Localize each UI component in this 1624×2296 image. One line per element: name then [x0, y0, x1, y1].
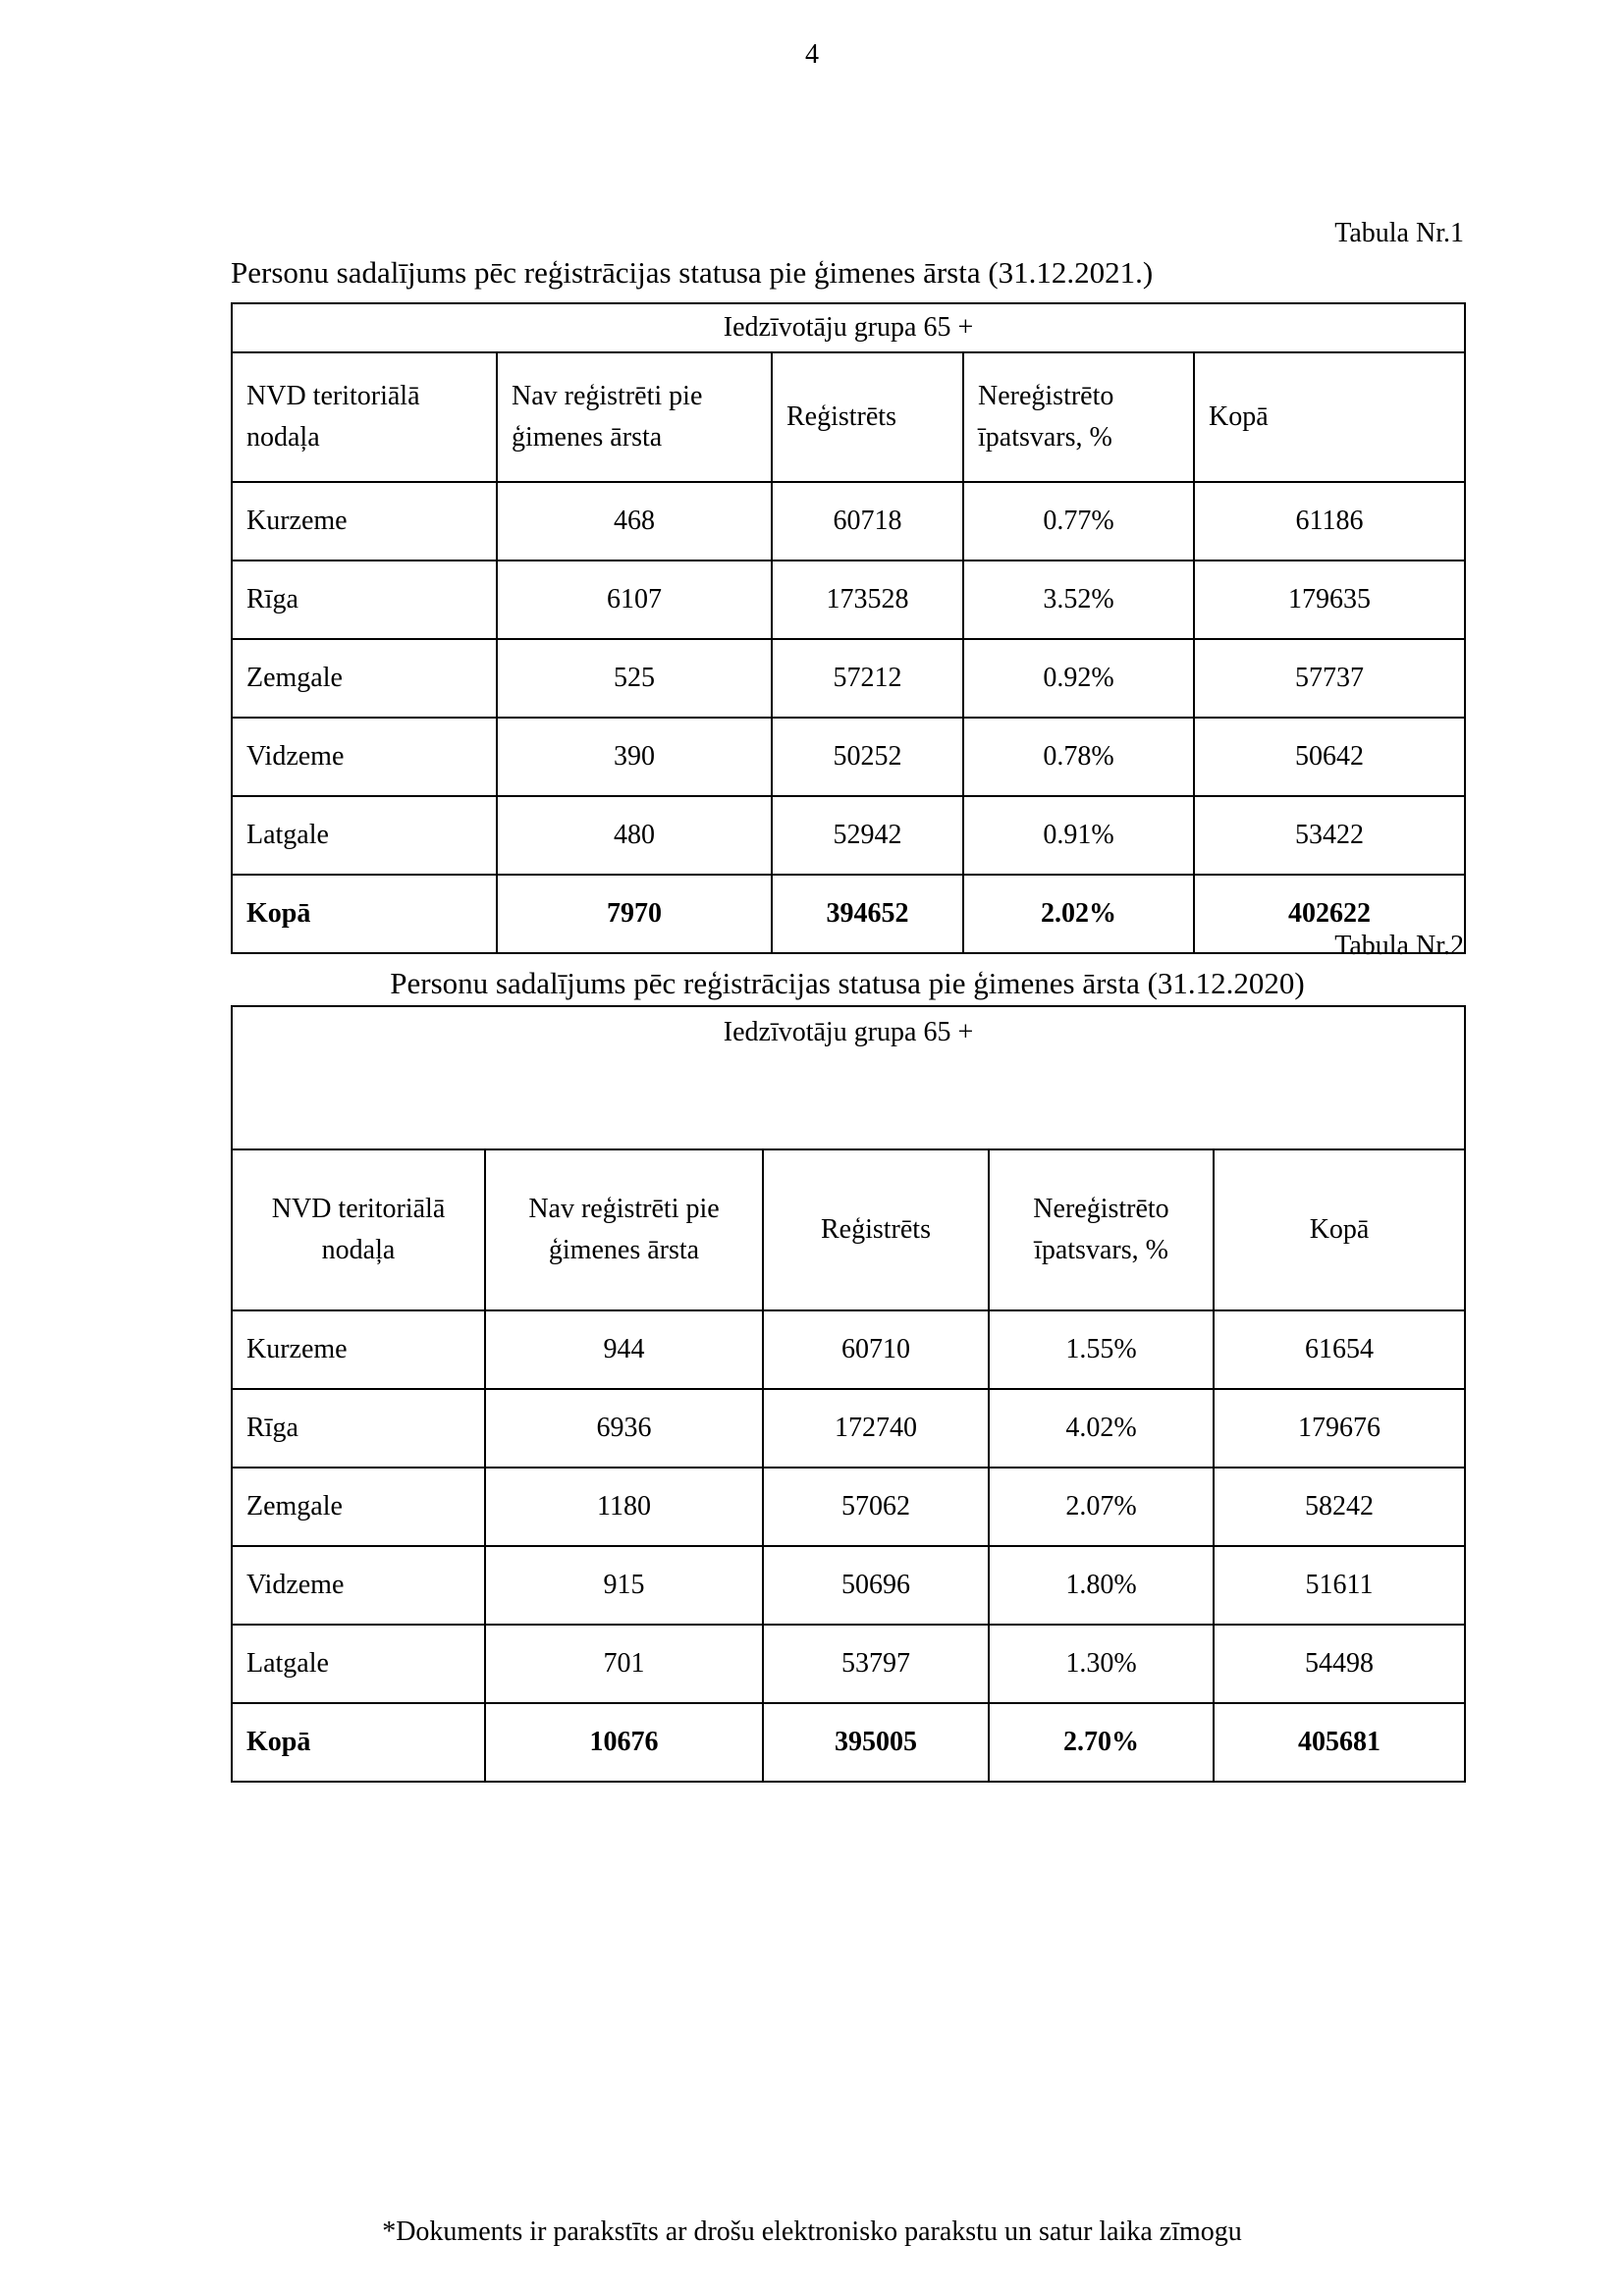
table1-col-header: NVD teritoriālā nodaļa	[232, 352, 497, 482]
table-cell: 395005	[763, 1703, 989, 1782]
table-cell: 2.70%	[989, 1703, 1214, 1782]
table2-group-row	[232, 1006, 1465, 1149]
table-cell: 51611	[1214, 1546, 1465, 1625]
table2-col-header: NVD teritoriālā nodaļa	[232, 1149, 485, 1310]
table-cell: 173528	[772, 561, 963, 639]
table-cell: Kurzeme	[232, 1310, 485, 1389]
table-cell: 390	[497, 718, 772, 796]
table-cell: 0.77%	[963, 482, 1194, 561]
table-cell: 394652	[772, 875, 963, 953]
table-cell: 50696	[763, 1546, 989, 1625]
table-cell: 57737	[1194, 639, 1465, 718]
table-cell: 944	[485, 1310, 763, 1389]
table-cell: 915	[485, 1546, 763, 1625]
table-cell: 1.80%	[989, 1546, 1214, 1625]
table-cell: 57212	[772, 639, 963, 718]
table-cell: 3.52%	[963, 561, 1194, 639]
table-row	[232, 796, 1465, 875]
table-cell: 52942	[772, 796, 963, 875]
table-row	[232, 1389, 1465, 1468]
table-cell: Kopā	[232, 875, 497, 953]
table-cell: 60710	[763, 1310, 989, 1389]
table1-col-header: Reģistrēts	[772, 352, 963, 482]
table1-caption: Tabula Nr.1	[1334, 218, 1464, 248]
table-row	[232, 561, 1465, 639]
table2	[231, 1005, 1466, 1783]
table-cell: Kurzeme	[232, 482, 497, 561]
table-cell: Zemgale	[232, 639, 497, 718]
table1-header-row	[232, 352, 1465, 482]
table2-col-header: Nereģistrēto īpatsvars, %	[989, 1149, 1214, 1310]
table-cell: Rīga	[232, 561, 497, 639]
table-cell: 10676	[485, 1703, 763, 1782]
table-cell: 53422	[1194, 796, 1465, 875]
table-cell: Vidzeme	[232, 718, 497, 796]
table1-group-row	[232, 303, 1465, 352]
table-cell: 4.02%	[989, 1389, 1214, 1468]
table-cell: 57062	[763, 1468, 989, 1546]
table1	[231, 302, 1466, 954]
table-cell: 480	[497, 796, 772, 875]
table-cell: 402622	[1194, 875, 1465, 953]
table-row	[232, 1310, 1465, 1389]
table-cell: 61186	[1194, 482, 1465, 561]
table-cell: Vidzeme	[232, 1546, 485, 1625]
table-cell: 53797	[763, 1625, 989, 1703]
table-cell: 701	[485, 1625, 763, 1703]
table-cell: 6936	[485, 1389, 763, 1468]
table-cell: 179635	[1194, 561, 1465, 639]
table-row	[232, 639, 1465, 718]
table2-col-header: Reģistrēts	[763, 1149, 989, 1310]
table-cell: 1180	[485, 1468, 763, 1546]
table-cell: 54498	[1214, 1625, 1465, 1703]
table1-col-header: Nav reģistrēti pie ģimenes ārsta	[497, 352, 772, 482]
table-cell: 58242	[1214, 1468, 1465, 1546]
table2-caption: Tabula Nr.2	[1334, 931, 1464, 961]
table2-title: Personu sadalījums pēc reģistrācijas statusa pie ģimenes ārsta (31.12.2020)	[390, 966, 1305, 1000]
table-cell: 179676	[1214, 1389, 1465, 1468]
table2-col-header: Nav reģistrēti pie ģimenes ārsta	[485, 1149, 763, 1310]
page-number: 4	[805, 39, 819, 70]
table1-title: Personu sadalījums pēc reģistrācijas statusa pie ģimenes ārsta (31.12.2021.)	[231, 255, 1154, 290]
table-cell: Latgale	[232, 1625, 485, 1703]
table1-group-header: Iedzīvotāju grupa 65 +	[232, 303, 1465, 352]
table-cell: Latgale	[232, 796, 497, 875]
table-row	[232, 1625, 1465, 1703]
table-cell: 1.55%	[989, 1310, 1214, 1389]
table-cell: 468	[497, 482, 772, 561]
table-cell: 50252	[772, 718, 963, 796]
table-total-row	[232, 1703, 1465, 1782]
table-cell: 1.30%	[989, 1625, 1214, 1703]
table-cell: 172740	[763, 1389, 989, 1468]
table-row	[232, 1546, 1465, 1625]
signature-footnote: *Dokuments ir parakstīts ar drošu elektronisko parakstu un satur laika zīmogu	[382, 2216, 1242, 2247]
table-row	[232, 482, 1465, 561]
table2-header-row	[232, 1149, 1465, 1310]
table-cell: 60718	[772, 482, 963, 561]
table-cell: 50642	[1194, 718, 1465, 796]
table-cell: 6107	[497, 561, 772, 639]
table-cell: 2.07%	[989, 1468, 1214, 1546]
table-cell: 2.02%	[963, 875, 1194, 953]
table-cell: 405681	[1214, 1703, 1465, 1782]
table-cell: 525	[497, 639, 772, 718]
table-cell: Rīga	[232, 1389, 485, 1468]
table2-col-header: Kopā	[1214, 1149, 1465, 1310]
table-cell: Kopā	[232, 1703, 485, 1782]
table-row	[232, 1468, 1465, 1546]
table2-group-header: Iedzīvotāju grupa 65 +	[232, 1006, 1465, 1149]
table-row	[232, 718, 1465, 796]
table-cell: 0.91%	[963, 796, 1194, 875]
table-cell: 61654	[1214, 1310, 1465, 1389]
table-cell: Zemgale	[232, 1468, 485, 1546]
table-cell: 0.92%	[963, 639, 1194, 718]
table1-col-header: Nereģistrēto īpatsvars, %	[963, 352, 1194, 482]
table1-col-header: Kopā	[1194, 352, 1465, 482]
table-cell: 0.78%	[963, 718, 1194, 796]
table-cell: 7970	[497, 875, 772, 953]
